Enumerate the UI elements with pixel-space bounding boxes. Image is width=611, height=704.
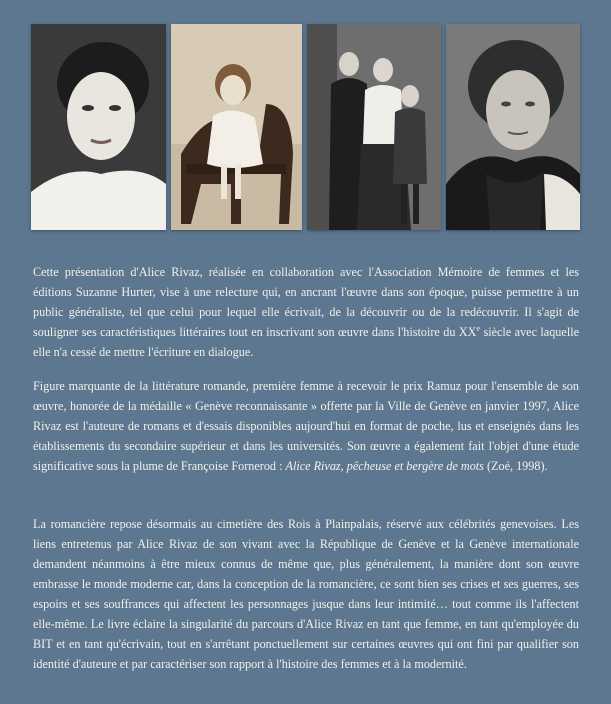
legacy-text: La romancière repose désormais au cimetière des Rois à Plainpalais, réservé aux célébrités genevoises. Les liens entretenus par Alice Rivaz de son vivant avec la République de Genève et la Genève internationale demandent néanmoins à être mieux connus de même que, plus généralement, la manière dont son œuvre embrasse le monde moderne car, dans la conception de la romancière, ce sont bien ses crises et ses guerres, ses espoirs et ses souffrances qui affectent les personnages jusque dans leur intimité… tout comme ils l'affectent elle-même. Le livre éclaire la singularité du parcours d'Alice Rivaz en tant que femme, en tant qu'employée du BIT et en tant qu'écrivain, tout en s'arrêtant ponctuellement sur certaines œuvres qui ont fini par qualifier son identité d'auteure et par caractériser son rapport à l'histoire des femmes et à la modernité. bbox=[33, 517, 579, 671]
book-title: Alice Rivaz, pêcheuse et bergère de mots bbox=[285, 459, 484, 473]
family-group-photo bbox=[307, 24, 441, 230]
intro-text-end: siècle avec laquelle elle n'a cessé de mettre l'écriture en dialogue. bbox=[33, 325, 579, 359]
century-superscript: e bbox=[476, 323, 481, 333]
legacy-paragraph bbox=[33, 514, 579, 674]
photo-strip bbox=[0, 0, 611, 232]
biography-paragraph bbox=[33, 376, 579, 476]
biography-text: Figure marquante de la littérature romande, première femme à recevoir le prix Ramuz pour l'ensemble de son œuvre, honorée de la médaille « Genève reconnaissante » offerte par la Ville de Genève en janvier 1997, Alice Rivaz est l'auteure de romans et d'essais disponibles aujourd'hui en format de poche, lus et enseignés dans les établissements du secondaire supérieur et dans les universités. Son œuvre a également fait l'objet d'une étude significative sous la plume de Françoise Fornerod : bbox=[33, 379, 579, 473]
intro-paragraph bbox=[33, 262, 579, 362]
portrait-young-woman-photo bbox=[31, 24, 166, 230]
intro-text: Cette présentation d'Alice Rivaz, réalisée en collaboration avec l'Association Mémoire de femmes et les éditions Suzanne Hurter, vise à une relecture qui, en ancrant l'œuvre dans son époque, puisse permettre à un public généraliste, tel que celui pour lequel elle écrivait, de la découvrir ou de la redécouvrir. Il s'agit de souligner ses caractéristiques littéraires tout en inscrivant son œuvre dans l'histoire du XX bbox=[33, 265, 579, 339]
child-on-chair-photo bbox=[171, 24, 302, 230]
biography-text-end: (Zoé, 1998). bbox=[483, 459, 548, 473]
portrait-elderly-woman-photo bbox=[446, 24, 580, 230]
